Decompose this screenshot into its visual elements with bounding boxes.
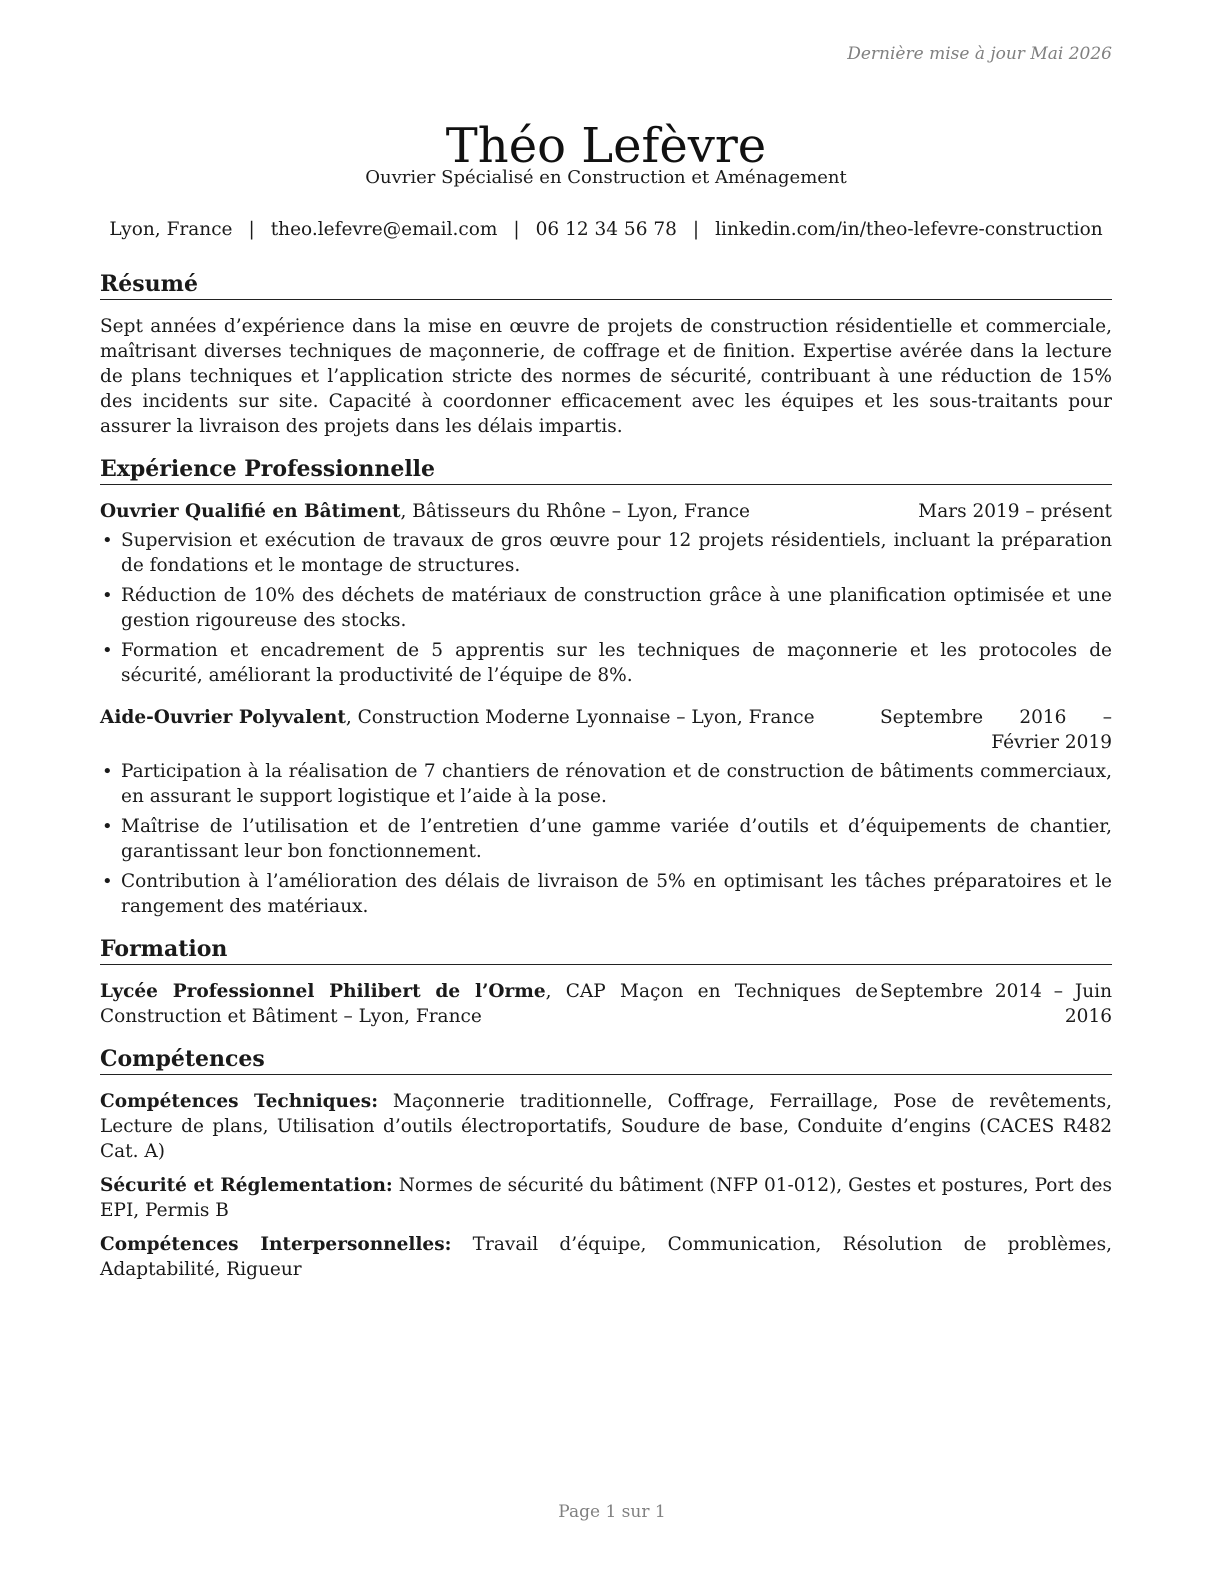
contact-separator: | [248,219,255,240]
skill-label: Compétences Interpersonnelles: [100,1234,452,1255]
contact-email[interactable]: theo.lefevre@email.com [270,219,498,240]
section-title-summary: Résumé [100,270,1112,300]
job-header [100,499,1112,524]
education-section [100,935,1112,1029]
summary-text: Sept années d’expérience dans la mise en œuvre de projets de construction résidentielle et commerciale, maîtrisant diverses techniques de maçonnerie, de coffrage et de finition. Expertise avérée dans la lecture de plans techniques et l’application stricte des normes de sécurité, contribuant à une réduction de 15% des incidents sur site. Capacité à coordonner efficacement avec les équipes et les sous-traitants pour assurer la livraison des projets dans les délais impartis. [100,316,1112,437]
job-title: Ouvrier Spécialisé en Construction et Aménagement [365,167,847,188]
job-dates: Septembre 2016 – Février 2019 [880,707,1112,753]
education-dates: Septembre 2014 – Juin 2016 [880,981,1112,1027]
education-school: Lycée Professionnel Philibert de l’Orme [100,981,546,1002]
job-bullet: • Participation à la réalisation de 7 chantiers de rénovation et de construction de bâtiments commerciaux, en assurant le support logistique et l’aide à la pose. [100,759,1112,809]
section-title-education: Formation [100,935,1112,965]
contact-separator: | [513,219,520,240]
job-bullet: • Supervision et exécution de travaux de gros œuvre pour 12 projets résidentiels, incluant la préparation de fondations et le montage de structures. [100,528,1112,578]
skills-section [100,1045,1112,1282]
job-bullets [100,759,1112,919]
summary-section [100,270,1112,439]
skill-value: Maçonnerie traditionnelle, Coffrage, Ferraillage, Pose de revêtements, Lecture de plans, Utilisation d’outils électroportatifs, Soudure de base, Conduite d’engins (CACES R482 Cat. A) [100,1091,1112,1162]
contact-location: Lyon, France [109,219,233,240]
education-entry [100,979,1112,1029]
skill-label: Sécurité et Réglementation: [100,1175,393,1196]
section-title-experience: Expérience Professionnelle [100,455,1112,485]
job-company: , Bâtisseurs du Rhône – Lyon, France [400,501,750,522]
resume-content [100,270,1112,1298]
skill-value: Normes de sécurité du bâtiment (NFP 01-012), Gestes et postures, Port des EPI, Permis B [100,1175,1112,1221]
skill-line [100,1173,1112,1223]
job-bullet: • Formation et encadrement de 5 apprentis sur les techniques de maçonnerie et les protocoles de sécurité, améliorant la productivité de l’équipe de 8%. [100,638,1112,688]
contact-phone[interactable]: 06 12 34 56 78 [535,219,677,240]
section-title-skills: Compétences [100,1045,1112,1075]
skill-line [100,1232,1112,1282]
job-bullet: • Contribution à l’amélioration des délais de livraison de 5% en optimisant les tâches préparatoires et le rangement des matériaux. [100,869,1112,919]
contact-line [100,219,1112,240]
last-updated: Dernière mise à jour Mai 2026 [847,44,1112,64]
education-detail: , CAP Maçon en Techniques de Construction et Bâtiment – Lyon, France [100,981,878,1027]
job-role: Ouvrier Qualifié en Bâtiment [100,501,401,522]
job-bullets [100,528,1112,688]
job-entry [100,705,1112,919]
job-bullet: • Maîtrise de l’utilisation et de l’entretien d’une gamme variée d’outils et d’équipements de chantier, garantissant leur bon fonctionnement. [100,814,1112,864]
job-dates: Mars 2019 – présent [918,501,1112,522]
candidate-name: Théo Lefèvre [445,118,767,175]
skill-line [100,1089,1112,1164]
job-company: , Construction Moderne Lyonnaise – Lyon, France [345,707,815,728]
contact-linkedin[interactable]: linkedin.com/in/theo-lefevre-construction [715,219,1103,240]
page-number: Page 1 sur 1 [558,1502,666,1522]
job-bullet: • Réduction de 10% des déchets de matériaux de construction grâce à une planification optimisée et une gestion rigoureuse des stocks. [100,583,1112,633]
experience-section [100,455,1112,919]
job-role: Aide-Ouvrier Polyvalent [100,707,346,728]
contact-separator: | [692,219,700,240]
job-entry [100,499,1112,688]
skill-label: Compétences Techniques: [100,1091,379,1112]
skill-value: Travail d’équipe, Communication, Résolution de problèmes, Adaptabilité, Rigueur [100,1234,1112,1280]
job-header [100,705,1112,755]
